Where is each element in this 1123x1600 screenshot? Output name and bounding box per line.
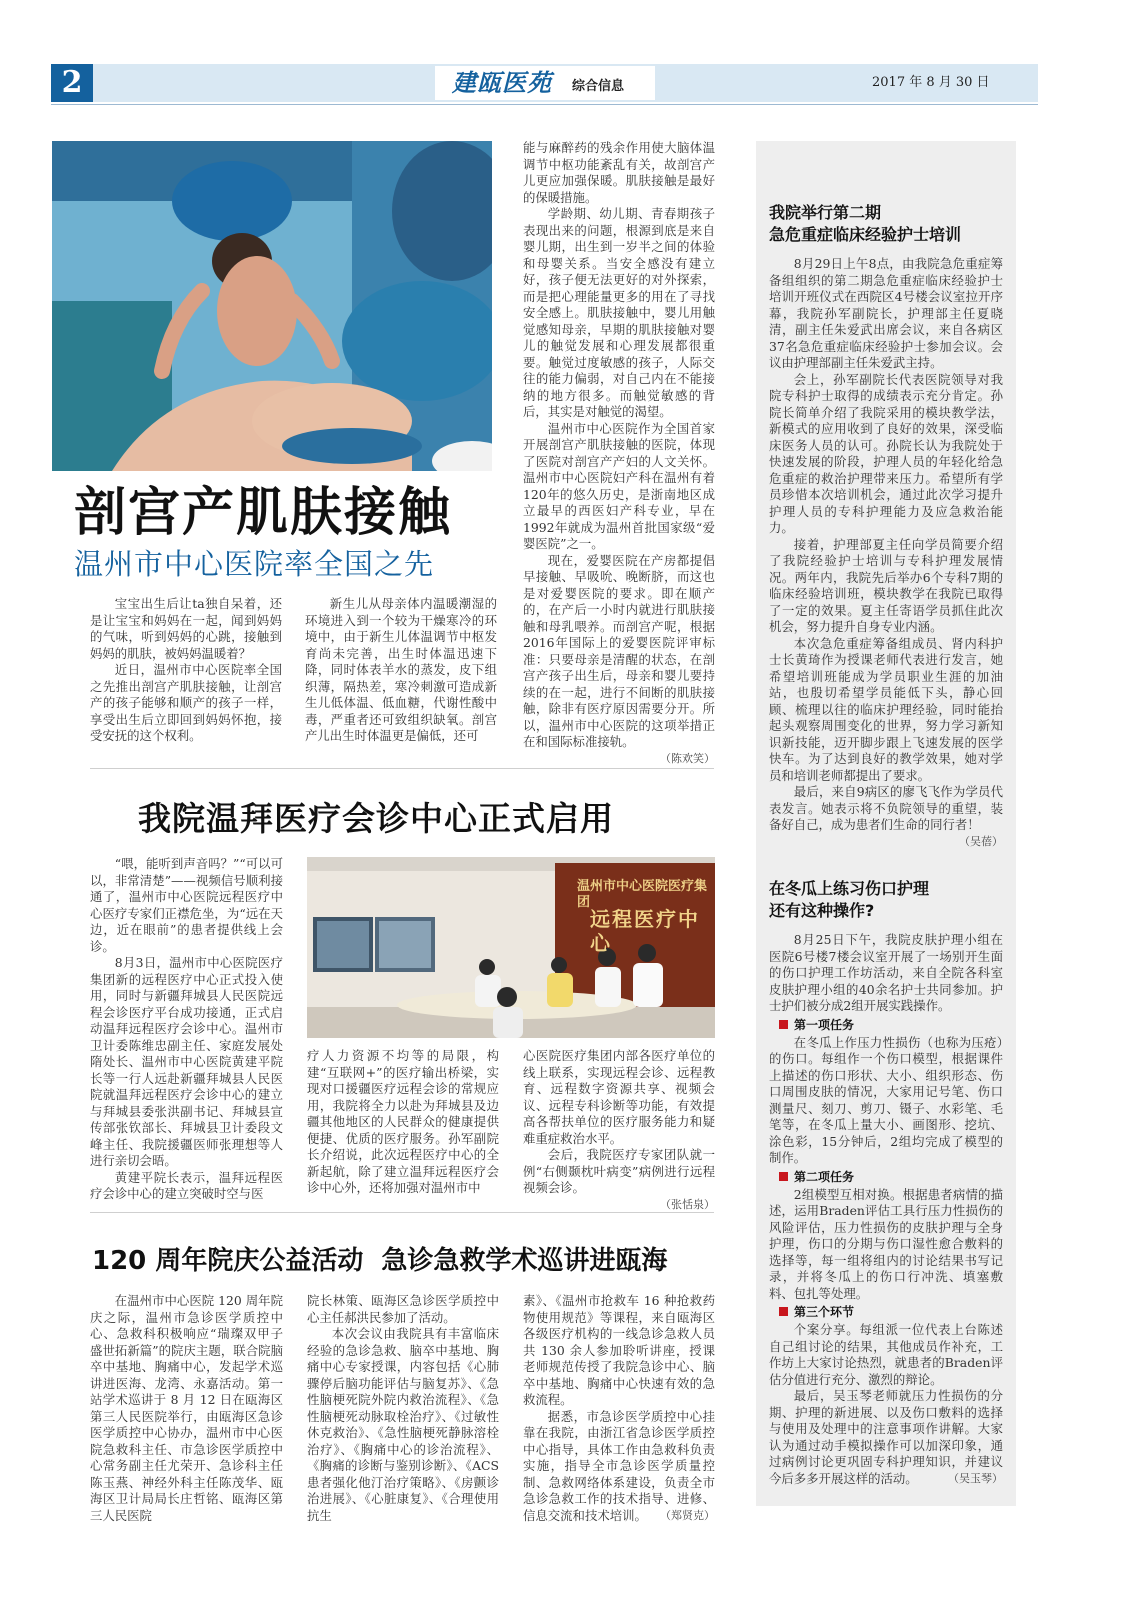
- article3-col2: [307, 1293, 499, 1524]
- sidebar2: [769, 878, 1003, 1487]
- task1-heading: [769, 1017, 1003, 1033]
- article2-col2: [307, 1048, 499, 1197]
- paragraph: 近日，温州市中心医院率全国之先推出剖宫产肌肤接触，让剖宫产的孩子能够和顺产的孩子一样，享受出生后立即回到妈妈怀抱，接受安抚的这个权利。: [90, 662, 282, 743]
- telemedicine-photo: [307, 857, 715, 1038]
- divider: [90, 1212, 714, 1213]
- sidebar1: [769, 202, 1003, 850]
- paragraph: 据悉，市急诊医学质控中心挂靠在我院，由浙江省急诊医学质控中心指导，具体工作由急救科负责实施，指导全市急诊医学质量控制、急救网络体系建设，负责全市急诊急救工作的技术指导、进修、信息交流和技术培训。: [523, 1408, 715, 1523]
- article1-col1: [90, 596, 282, 745]
- byline: （张恬泉）: [660, 1197, 715, 1211]
- section-label: 综合信息: [572, 79, 625, 94]
- byline: （吴蓓）: [959, 834, 1003, 848]
- operating-room-illustration: [52, 141, 492, 471]
- sidebar2-title-line2: 还有这种操作?: [769, 901, 875, 920]
- task3-label: 第三个环节: [794, 1305, 855, 1319]
- article1-subtitle: 温州市中心医院率全国之先: [74, 547, 435, 581]
- paragraph: 在冬瓜上作压力性损伤（也称为压疮）的伤口。每组作一个伤口模型，根据课件上描述的伤口形状、大小、组织形态、伤口周围皮肤的情况，大家用记号笔、伤口测量尺、刻刀、剪刀、镊子、水彩笔、毛笔等，在冬瓜上量大小、画图形、挖坑、涂色彩，15分钟后，2组均完成了模型的制作。: [769, 1034, 1003, 1165]
- paragraph: “喂，能听到声音吗？”“可以可以，非常清楚”——视频信号顺利接通了，温州市中心医院远程医疗中心医疗专家们正襟危坐，为“远在天边，近在眼前”的患者提供线上会诊。: [90, 856, 283, 954]
- divider: [90, 768, 714, 769]
- article2-title: 我院温拜医疗会诊中心正式启用: [138, 799, 614, 838]
- paragraph: 现在，爱婴医院在产房都提倡早接触、早吸吮、晚断脐，而这也是对爱婴医院的要求。即在顺产的，在产后一小时内就进行肌肤接触和母乳喂养。而剖宫产呢，根据2016年国际上的爱婴医院评审标准：只要母亲是清醒的状态，在剖宫产孩子出生后，母亲和婴儿要持续的在一起，进行不间断的肌肤接触，除非有医疗原因需要分开。所以，温州市中心医院的这项举措正在和国际标准接轨。: [523, 552, 715, 749]
- sidebar2-title-line1: 在冬瓜上练习伤口护理: [769, 879, 930, 898]
- byline: （陈欢笑）: [660, 751, 715, 765]
- paragraph: 疗人力资源不均等的局限，构建“互联网+”的医疗输出桥梁，实现对口援疆医疗远程会诊的常规应用，我院将全力以赴为拜城县及边疆其他地区的人民群众的健康提供便捷、优质的医疗服务。孙军副院长介绍说，此次远程医疗中心的全新起航，除了建立温拜远程医疗会诊中心外，还将加强对温州市中: [307, 1048, 499, 1195]
- page-number-box: 2: [51, 64, 93, 102]
- byline: （郑贤克）: [660, 1509, 715, 1522]
- red-square-icon: [779, 1020, 788, 1029]
- task1-label: 第一项任务: [794, 1017, 855, 1032]
- article1-title: 剖宫产肌肤接触: [74, 483, 453, 543]
- task2-label: 第二项任务: [794, 1169, 855, 1184]
- paragraph: 本次会议由我院具有丰富临床经验的急诊急救、脑卒中基地、胸痛中心专家授课，内容包括《心肺骤停后脑功能评估与脑复苏》、《急性脑梗死院外院内救治流程》、《急性脑梗死动脉取栓治疗》、《过敏性休克救治》、《急性脑梗死静脉溶栓治疗》、《胸痛中心的诊治流程》、《胸痛的诊断与鉴别诊断》、《ACS 患者强化他汀治疗策略》、《房颤诊治进展》、《心脏康复》、《合理使用抗生: [307, 1326, 499, 1523]
- article3-col1: [90, 1293, 283, 1524]
- masthead-logo: 建瓯医苑: [452, 68, 552, 97]
- task2-heading: [769, 1169, 1003, 1185]
- paragraph: 在温州市中心医院 120 周年院庆之际，温州市急诊医学质控中心、急救科积极响应“瑞璨双甲子 盛世拓新篇”的院庆主题，联合院脑卒中基地、胸痛中心，发起学术巡讲进医海、龙湾、永嘉活动。第一站学术巡讲于 8 月 12 日在瓯海区第三人民医院举行，由瓯海区急诊医学质控中心协办，温州市中心医院急救科主任、市急诊医学质控中心常务副主任尤荣开、急诊科主任陈玉燕、神经外科主任陈茂华、瓯海区卫计局局长庄哲铭、瓯海区第三人民医院: [90, 1293, 283, 1523]
- paragraph: 2组模型互相对换。根据患者病情的描述，运用Braden评估工具行压力性损伤的风险评估，压力性损伤的皮肤护理与全身护理，伤口的分期与伤口湿性愈合敷料的选择等，每一组将组内的讨论结果书写记录，并将冬瓜上的伤口行冲洗、填塞敷料、包扎等处理。: [769, 1186, 1003, 1301]
- paragraph: 会后，我院医疗专家团队就一例“右侧颞枕叶病变”病例进行远程视频会诊。: [523, 1147, 715, 1195]
- paragraph: 温州市中心医院作为全国首家开展剖宫产肌肤接触的医院，体现了医院对剖宫产产妇的人文关怀。温州市中心医院妇产科在温州有着120年的悠久历史，是浙南地区成立最早的西医妇产科专业，早在1992年就成为温州首批国家级“爱婴医院”之一。: [523, 420, 715, 551]
- photo-sign-line1: 温州市中心医院医疗集团: [577, 879, 708, 910]
- red-square-icon: [779, 1172, 788, 1181]
- paragraph: 本次急危重症筹备组成员、肾内科护士长黄琦作为授课老师代表进行发言，她希望培训班能成为学员职业生涯的加油站，也殷切希望学员能低下头，静心回顾、梳理以往的临床护理经验，同时能抬起头观察周围变化的世界，努力学习新知识新技能，迈开脚步跟上飞速发展的医学快车。为了达到良好的教学效果，她对学员和培训老师都提出了要求。: [769, 635, 1003, 783]
- header-rule: [51, 104, 1038, 105]
- paragraph: 最后，来自9病区的廖飞飞作为学员代表发言。她表示将不负院领导的重望，装备好自己，成为患者们生命的同行者！: [769, 784, 1003, 832]
- red-square-icon: [779, 1307, 788, 1316]
- article3-col3: [523, 1293, 715, 1524]
- task3-heading: [769, 1304, 1003, 1320]
- paragraph: 8月25日下午，我院皮肤护理小组在医院6号楼7楼会议室开展了一场别开生面的伤口护理工作坊活动，来自全院各科室皮肤护理小组的40余名护士共同参加。护士护们被分成2组开展实践操作。: [769, 932, 1003, 1013]
- paragraph: 新生儿从母亲体内温暖潮湿的环境进入到一个较为干燥寒冷的环境中，由于新生儿体温调节中枢发育尚未完善，出生时体温迅速下降，同时体表羊水的蒸发，皮下组织薄，隔热差，寒冷刺激可造成新生儿低体温、低血糖，代谢性酸中毒，严重者还可致组织缺氧。剖宫产儿出生时体温更是偏低，还可: [305, 596, 497, 743]
- paragraph: 院长林策、瓯海区急诊医学质控中心主任郝洪民参加了活动。: [307, 1293, 499, 1325]
- byline: （吴玉琴）: [948, 1472, 1003, 1485]
- photo-sign-line2: 远程医疗中心: [590, 907, 700, 955]
- paragraph: 个案分享。每组派一位代表上台陈述自己组讨论的结果，其他成员作补充，工作坊上大家讨论热烈，就患者的Braden评估分值进行充分、激烈的辩论。: [769, 1322, 1003, 1387]
- article3-title: 120 周年院庆公益活动 急诊急救学术巡讲进瓯海: [92, 1246, 668, 1276]
- article2-col3: [523, 1048, 715, 1213]
- paragraph: 能与麻醉药的残余作用使大脑体温调节中枢功能紊乱有关，故剖宫产儿更应加强保暖。肌肤接触是最好的保暖措施。: [523, 140, 715, 205]
- paragraph: 黄建平院长表示，温拜远程医疗会诊中心的建立突破时空与医: [90, 1169, 283, 1201]
- paragraph: 8月3日，温州市中心医院医疗集团新的远程医疗中心正式投入使用，同时与新疆拜城县人民医院远程会诊医疗平台成功接通，正式启动温拜远程医疗会诊中心。温州市卫计委陈维忠副主任、家庭发展处隋处长、温州市中心医院黄建平院长等一行人远赴新疆拜城县人民医院就温拜远程医疗会诊中心的建立与拜城县委张洪副书记、拜城县宣传部张钦部长、拜城县卫计委段文峰主任、我院援疆医师张理想等人进行亲切会晤。: [90, 955, 283, 1168]
- paragraph: 会上，孙军副院长代表医院领导对我院专科护士取得的成绩表示充分肯定。孙院长简单介绍了我院采用的模块教学法，新模式的应用收到了良好的效果，深受临床医务人员的认可。孙院长认为我院处于快速发展的阶段，护理人员的年轻化给急危重症的救治护理带来压力。希望所有学员珍惜本次培训机会，通过此次学习提升护理人员的专科护理能力及应急救治能力。: [769, 371, 1003, 535]
- article2-col1: [90, 856, 283, 1203]
- cesarean-photo: [52, 141, 492, 471]
- article1-col3: [523, 140, 715, 767]
- paragraph: 宝宝出生后让ta独自呆着，还是让宝宝和妈妈在一起，闻到妈妈的气味，听到妈妈的心跳，接触到妈妈的肌肤，被妈妈温暖着？: [90, 596, 282, 661]
- paragraph: 学龄期、幼儿期、青春期孩子表现出来的问题，根源到底是来自婴儿期，出生到一岁半之间的体验和母婴关系。当安全感没有建立好，孩子便无法更好的对外探索，而是把心理能量更多的用在了寻找安全感上。肌肤接触中，婴儿用触觉感知母亲，早期的肌肤接触对婴儿的触觉发展和心理发展都很重要。触觉过度敏感的孩子，人际交往的能力偏弱，对自己内在不能接纳的地方很多。而触觉敏感的背后，其实是对触觉的渴望。: [523, 206, 715, 419]
- paragraph: 素》、《温州市抢救车 16 种抢救药物使用规范》等课程，来自瓯海区各级医疗机构的一线急诊急救人员共 130 余人参加聆听讲座，授课老师规范传授了我院急诊中心、脑卒中基地、胸痛中心快速有效的急救流程。: [523, 1293, 715, 1407]
- issue-date: 2017 年 8 月 30 日: [872, 75, 990, 90]
- article1-col2: [305, 596, 497, 745]
- paragraph: 最后，吴玉琴老师就压力性损伤的分期、护理的新进展、以及伤口敷料的选择与使用及处理中的注意事项作讲解。大家认为通过动手模拟操作可以加深印象，通过病例讨论更巩固专科护理知识，并建议今后多多开展这样的活动。: [769, 1388, 1003, 1486]
- sidebar1-title-line2: 急危重症临床经验护士培训: [769, 225, 962, 244]
- sidebar1-title-line1: 我院举行第二期: [769, 203, 882, 222]
- paragraph: 心医院医疗集团内部各医疗单位的线上联系，实现远程会诊、远程教育、远程数字资源共享、视频会议、远程专科诊断等功能，有效提高各帮扶单位的医疗服务能力和疑难重症救治水平。: [523, 1048, 715, 1146]
- paragraph: 8月29日上午8点，由我院急危重症筹备组组织的第二期急危重症临床经验护士培训开班仪式在西院区4号楼会议室拉开序幕，我院孙军副院长，护理部主任夏晓清，副主任朱爱武出席会议，来自各病区37名急危重症临床经验护士参加会议。会议由护理部副主任朱爱武主持。: [769, 256, 1003, 370]
- paragraph: 接着，护理部夏主任向学员简要介绍了我院经验护士培训与专科护理发展情况。两年内，我院先后举办6个专科7期的临床经验培训班，模块教学在我院已取得了一定的效果。夏主任寄语学员抓住此次机会，努力提升自身专业内涵。: [769, 536, 1003, 634]
